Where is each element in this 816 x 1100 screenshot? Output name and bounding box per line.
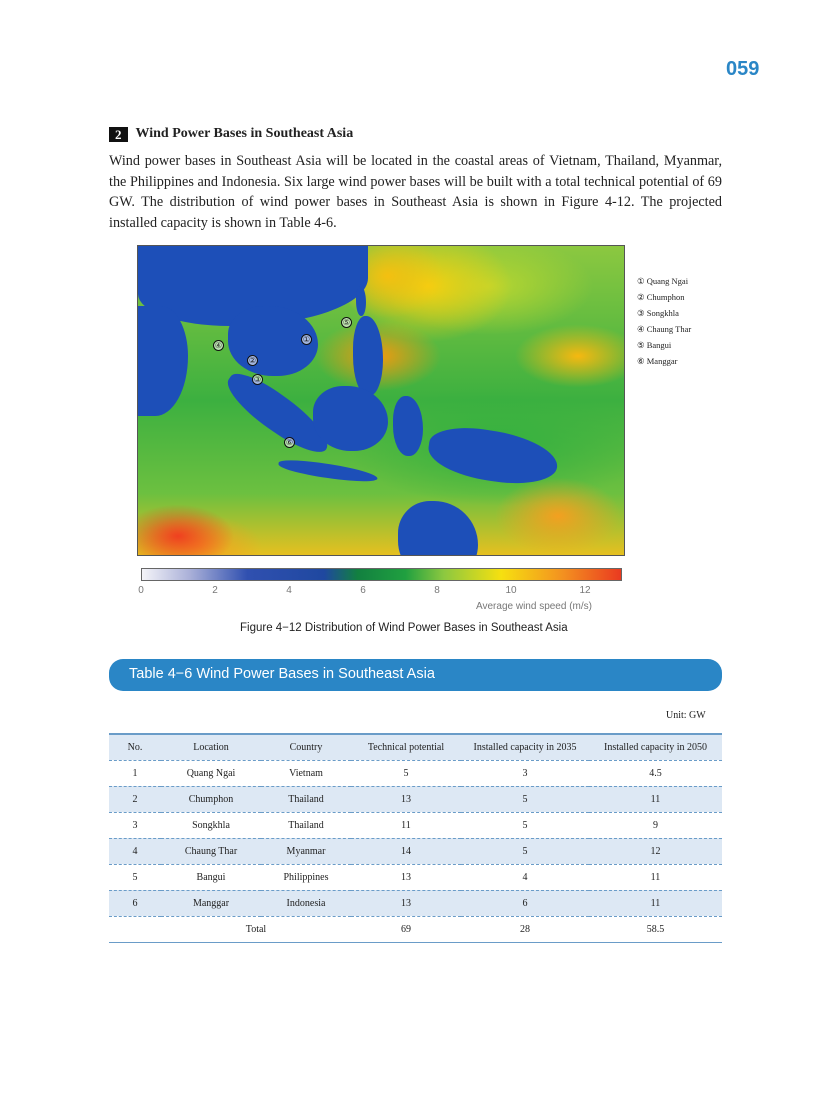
table-cell: 5 [109, 864, 161, 890]
table-cell: 5 [461, 838, 589, 864]
header-country: Country [261, 734, 351, 760]
colorbar [141, 568, 622, 581]
legend-item: ② Chumphon [637, 292, 685, 302]
total-technical: 69 [351, 916, 461, 942]
header-location: Location [161, 734, 261, 760]
page-number: 059 [726, 58, 760, 80]
land-sulawesi [393, 396, 423, 456]
map-legend [637, 273, 691, 369]
table-cell: Quang Ngai [161, 760, 261, 786]
header-2035: Installed capacity in 2035 [461, 734, 589, 760]
land-borneo [313, 386, 388, 451]
table-cell: 5 [461, 786, 589, 812]
wind-speed-map [137, 245, 625, 556]
table-cell: 6 [461, 890, 589, 916]
colorbar-tick: 0 [138, 585, 144, 596]
legend-item: ④ Chaung Thar [637, 324, 692, 334]
table-row [109, 760, 722, 786]
table-total-row [109, 916, 722, 942]
table-cell: 14 [351, 838, 461, 864]
table-cell [109, 916, 161, 942]
table-row [109, 864, 722, 890]
table-cell: Indonesia [261, 890, 351, 916]
table-cell: Thailand [261, 786, 351, 812]
section-heading [109, 126, 353, 142]
table-cell: 4 [461, 864, 589, 890]
colorbar-tick: 2 [212, 585, 218, 596]
colorbar-tick: 10 [505, 585, 517, 596]
table-cell: Manggar [161, 890, 261, 916]
table-cell: 2 [109, 786, 161, 812]
table-cell: Thailand [261, 812, 351, 838]
table-cell: Bangui [161, 864, 261, 890]
header-2050: Installed capacity in 2050 [589, 734, 722, 760]
table-cell: 13 [351, 890, 461, 916]
total-2035: 28 [461, 916, 589, 942]
figure-caption: Figure 4−12 Distribution of Wind Power Bases in Southeast Asia [240, 622, 568, 634]
table-header-row [109, 734, 722, 760]
body-paragraph: Wind power bases in Southeast Asia will be located in the coastal areas of Vietnam, Thailand, Myanmar, the Philippines and Indonesia. Six large wind power bases will be built with a total technical potential of 69 GW. The distribution of wind power bases in Southeast Asia is shown in Figure 4-12. The projected installed capacity is shown in Table 4-6. [109, 153, 722, 231]
land-new-guinea [425, 422, 561, 490]
land-australia [398, 501, 478, 556]
colorbar-tick: 4 [286, 585, 292, 596]
table-unit: Unit: GW [666, 710, 706, 721]
table-cell: Philippines [261, 864, 351, 890]
table-cell: 11 [589, 864, 722, 890]
table-cell: 4 [109, 838, 161, 864]
land-java [278, 457, 379, 485]
table-cell: 13 [351, 864, 461, 890]
section-number: 2 [109, 127, 128, 142]
table-cell: 11 [589, 786, 722, 812]
land-taiwan [356, 286, 366, 316]
table-cell: 6 [109, 890, 161, 916]
table-row [109, 838, 722, 864]
wind-bases-table [109, 733, 722, 943]
table-title: Table 4−6 Wind Power Bases in Southeast Asia [109, 659, 722, 691]
land-philippines [353, 316, 383, 396]
table-cell: 11 [351, 812, 461, 838]
land-india [137, 306, 188, 416]
legend-item: ⑤ Bangui [637, 340, 672, 350]
table-cell: 12 [589, 838, 722, 864]
legend-item: ⑥ Manggar [637, 356, 678, 366]
total-label: Total [161, 916, 351, 942]
colorbar-label: Average wind speed (m/s) [476, 601, 592, 612]
table-cell: Myanmar [261, 838, 351, 864]
table-row [109, 812, 722, 838]
total-2050: 58.5 [589, 916, 722, 942]
table-row [109, 890, 722, 916]
table-cell: 5 [461, 812, 589, 838]
table-cell: 3 [109, 812, 161, 838]
table-row [109, 786, 722, 812]
table-cell: Vietnam [261, 760, 351, 786]
header-technical: Technical potential [351, 734, 461, 760]
legend-item: ③ Songkhla [637, 308, 679, 318]
section-title: Wind Power Bases in Southeast Asia [135, 126, 354, 141]
marker-chumphon: ② [248, 356, 257, 365]
colorbar-tick: 12 [579, 585, 591, 596]
table-cell: 5 [351, 760, 461, 786]
marker-quang-ngai: ① [302, 335, 311, 344]
colorbar-tick: 8 [434, 585, 440, 596]
table-cell: Chaung Thar [161, 838, 261, 864]
table-cell: 4.5 [589, 760, 722, 786]
table-cell: 13 [351, 786, 461, 812]
legend-item: ① Quang Ngai [637, 276, 689, 286]
colorbar-tick: 6 [360, 585, 366, 596]
marker-songkhla: ③ [253, 375, 262, 384]
marker-bangui: ⑤ [342, 318, 351, 327]
marker-manggar: ⑥ [285, 438, 294, 447]
table-cell: 3 [461, 760, 589, 786]
table-cell: Chumphon [161, 786, 261, 812]
table-cell: 9 [589, 812, 722, 838]
table-cell: 1 [109, 760, 161, 786]
header-no: No. [109, 734, 161, 760]
marker-chaung-thar: ④ [214, 341, 223, 350]
table-cell: 11 [589, 890, 722, 916]
table-cell: Songkhla [161, 812, 261, 838]
